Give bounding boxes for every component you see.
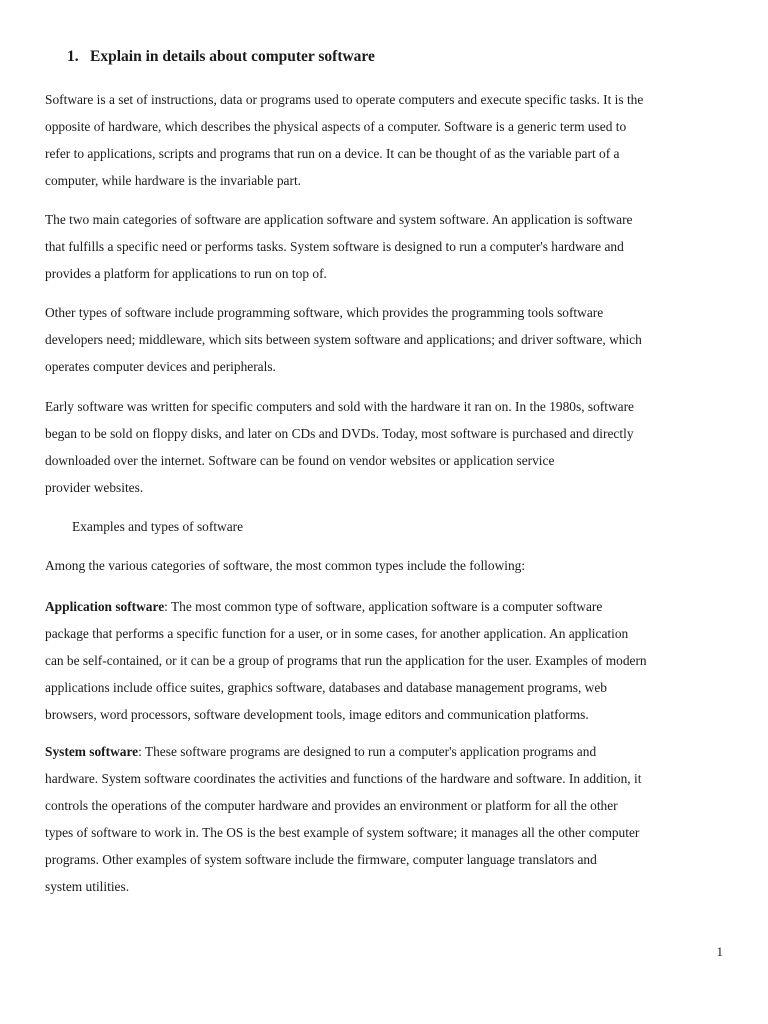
paragraph-line: package that performs a specific function for a user, or in some cases, for another application. An application — [45, 626, 629, 641]
paragraph-line: programs. Other examples of system software include the firmware, computer language translators and — [45, 852, 597, 867]
heading-text: Explain in details about computer software — [90, 48, 375, 65]
paragraph-line: refer to applications, scripts and programs that run on a device. It can be thought of as the variable part of a — [45, 146, 620, 161]
paragraph-line: system utilities. — [45, 879, 130, 894]
section-heading — [67, 48, 375, 66]
paragraph-line: Early software was written for specific computers and sold with the hardware it ran on. In the 1980s, software — [45, 399, 635, 414]
paragraph-line: can be self-contained, or it can be a group of programs that run the application for the user. Examples of modern — [45, 653, 647, 668]
paragraph-system-software — [45, 738, 730, 900]
paragraph-line: browsers, word processors, software development tools, image editors and communication platforms. — [45, 707, 589, 722]
paragraph-line — [45, 738, 730, 765]
term-definition: : These software programs are designed to run a computer's application programs and — [138, 744, 597, 759]
paragraph-line: that fulfills a specific need or performs tasks. System software is designed to run a computer's hardware and — [45, 239, 624, 254]
paragraph-line — [45, 593, 730, 620]
paragraph-other-types — [45, 299, 730, 380]
paragraph-line: provider websites. — [45, 480, 144, 495]
paragraph-line: Among the various categories of software, the most common types include the following: — [45, 558, 526, 573]
paragraph-line: Other types of software include programming software, which provides the programming tools software — [45, 305, 604, 320]
paragraph-line: hardware. System software coordinates the activities and functions of the hardware and software. In addition, it — [45, 771, 642, 786]
heading-number: 1. — [67, 48, 79, 65]
paragraph-line: operates computer devices and peripherals. — [45, 359, 276, 374]
term-system-software: System software — [45, 744, 139, 759]
paragraph-definition — [45, 86, 730, 194]
paragraph-line: controls the operations of the computer hardware and provides an environment or platform for all the other — [45, 798, 618, 813]
paragraph-line: Software is a set of instructions, data or programs used to operate computers and execute specific tasks. It is the — [45, 92, 644, 107]
paragraph-line: applications include office suites, graphics software, databases and database management programs, web — [45, 680, 607, 695]
term-definition: : The most common type of software, application software is a computer software — [164, 599, 603, 614]
paragraph-intro — [45, 552, 730, 579]
paragraph-categories — [45, 206, 730, 287]
paragraph-line: began to be sold on floppy disks, and later on CDs and DVDs. Today, most software is purchased and directly — [45, 426, 634, 441]
term-application-software: Application software — [45, 599, 165, 614]
paragraph-line: provides a platform for applications to run on top of. — [45, 266, 327, 281]
paragraph-line: computer, while hardware is the invariable part. — [45, 173, 302, 188]
paragraph-line: downloaded over the internet. Software can be found on vendor websites or application service — [45, 453, 555, 468]
paragraph-line: opposite of hardware, which describes the physical aspects of a computer. Software is a generic term used to — [45, 119, 627, 134]
paragraph-history — [45, 393, 730, 501]
paragraph-line: types of software to work in. The OS is the best example of system software; it manages all the other computer — [45, 825, 640, 840]
paragraph-application-software — [45, 593, 730, 728]
paragraph-line: The two main categories of software are application software and system software. An application is software — [45, 212, 633, 227]
page-number: 1 — [716, 944, 723, 959]
subheading-examples: Examples and types of software — [72, 519, 244, 534]
paragraph-line: developers need; middleware, which sits between system software and applications; and driver software, which — [45, 332, 642, 347]
